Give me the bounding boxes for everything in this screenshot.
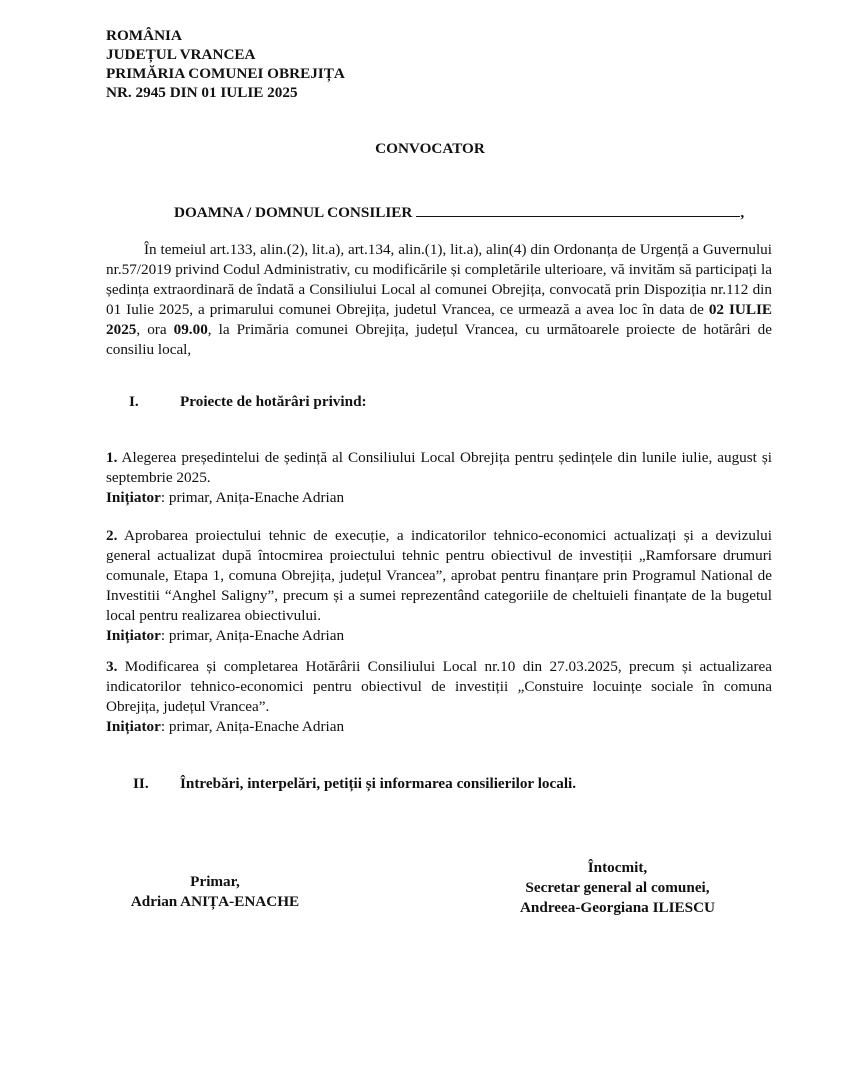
document-title: CONVOCATOR [375,140,485,157]
section-1-title: Proiecte de hotărâri privind: [180,393,367,410]
section-1-number: I. [129,393,139,410]
agenda-item-text: Alegerea președintelui de ședință al Consiliului Local Obrejița pentru ședințele din lunile iulie, august și septembrie 2025. [106,449,772,486]
header-county: JUDEȚUL VRANCEA [106,46,256,63]
section-2-number: II. [133,775,149,792]
mayor-signature-block [110,872,320,912]
initiator-label: Inițiator [106,627,161,644]
initiator-text: : primar, Anița-Enache Adrian [160,489,345,506]
prepared-by-label: Întocmit, [587,859,648,876]
agenda-item [106,448,772,508]
agenda-item-text: Modificarea și completarea Hotărârii Consiliului Local nr.10 din 27.03.2025, precum și actualizarea indicatorilor tehnico-economici pentru obiectivul de investiții „Constuire locuințe sociale în comuna Obrejița, județul Vrancea”. [106,658,772,715]
intro-paragraph [106,240,772,360]
intro-text-1: În temeiul art.133, alin.(2), lit.a), art.134, alin.(1), lit.a), alin(4) din Ordonanța de Urgență a Guvernului nr.57/2019 privind Codul Administrativ, cu modificările și completările ulterioare, vă invităm să participați la ședința extraordinară de îndată a Consiliului Local al comunei Obrejița, convocată prin Dispoziția nr.112 din 01 Iulie 2025, a primarului comunei Obrejița, judetul Vrancea, ce urmează a avea loc în data de [106,241,772,318]
addressee-line [174,202,744,223]
header-institution: PRIMĂRIA COMUNEI OBREJIȚA [106,65,345,82]
mayor-name: Adrian ANIȚA-ENACHE [130,893,300,910]
agenda-item-number: 2. [106,527,118,544]
secretary-role: Secretar general al comunei, [525,879,710,896]
addressee-comma: , [740,204,745,221]
secretary-name: Andreea-Georgiana ILIESCU [519,899,716,916]
initiator-label: Inițiator [106,718,161,735]
header-registration-number: NR. 2945 DIN 01 IULIE 2025 [106,84,298,101]
agenda-item [106,526,772,646]
document-header [106,26,345,102]
meeting-hour: 09.00 [173,321,208,338]
initiator-text: : primar, Anița-Enache Adrian [160,627,345,644]
addressee-blank-line [416,202,740,217]
agenda-item-text: Aprobarea proiectului tehnic de execuție, a indicatorilor tehnico-economici actualizați și a devizului general actualizat după întocmirea proiectului tehnic pentru obiectivul de investiții „Ramforsare drumuri comunale, Etapa 1, comuna Obrejița, județul Vrancea”, aprobat pentru finanțare prin Programul National de Investitii “Anghel Saligny”, precum și a sumei reprezentând categoriile de cheltuieli finanțate de la bugetul local pentru realizarea obiectivului. [106,527,772,624]
intro-text-2: , ora [136,321,174,338]
initiator-label: Inițiator [106,489,161,506]
meeting-date: 02 IULIE 2025 [106,301,772,338]
mayor-role: Primar, [190,873,240,890]
header-country: ROMÂNIA [106,27,182,44]
secretary-signature-block [500,858,735,918]
section-2-title: Întrebări, interpelări, petiții și informarea consilierilor locali. [180,775,577,792]
addressee-label: DOAMNA / DOMNUL CONSILIER [174,204,413,221]
intro-text-3: , la Primăria comunei Obrejița, județul Vrancea, cu următoarele proiecte de hotărâri de consiliu local, [106,321,772,358]
agenda-item-number: 1. [106,449,118,466]
agenda-item [106,657,772,737]
initiator-text: : primar, Anița-Enache Adrian [160,718,345,735]
agenda-item-number: 3. [106,658,118,675]
